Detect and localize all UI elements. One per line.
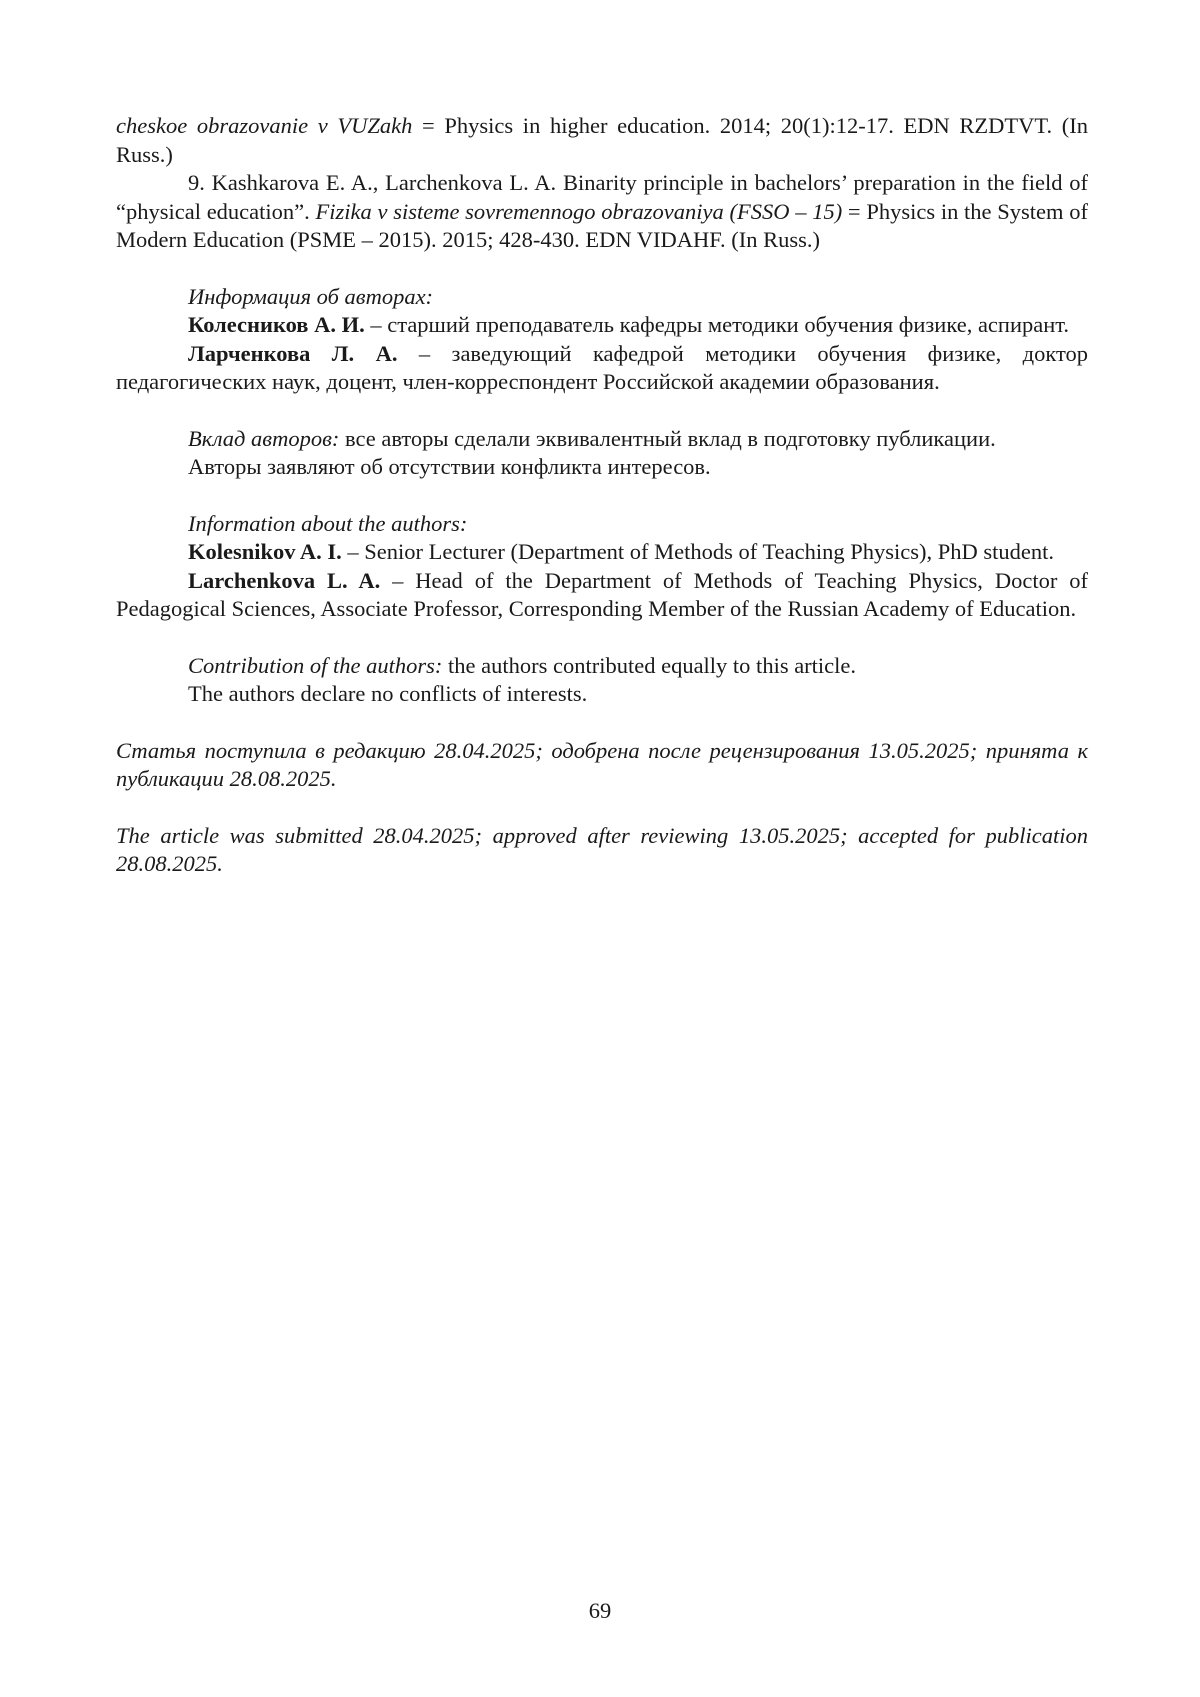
dates-ru: Статья поступила в редакцию 28.04.2025; одобрена после рецензирования 13.05.2025; принята к публикации 28.08.2025. [116,737,1088,791]
reference-9 [116,169,1088,255]
author-ru-1-desc: – старший преподаватель кафедры методики обучения физике, аспирант. [364,312,1070,337]
author-ru-1 [116,311,1088,340]
reference-8-journal: cheskoe obrazovanie v VUZakh [116,113,413,138]
conflict-ru: Авторы заявляют об отсутствии конфликта интересов. [188,454,711,479]
author-en-2-name: Larchenkova L. A. [188,567,381,593]
contribution-en-text: the authors contributed equally to this article. [442,652,857,678]
page-body [116,112,1088,879]
reference-8-tail [116,112,1088,169]
author-ru-2-name: Ларченкова Л. А. [188,340,398,366]
reference-9-details: = Physics in the System of Modern Education (PSME – 2015). 2015; 428-430. EDN VIDAHF. (In Russ.) [116,198,1089,252]
reference-9-lead: 9. Kashkarova E. A., Larchenkova L. A. Binarity principle in bachelors’ preparation in the field of “physical education”. [116,170,1088,224]
author-en-2-desc: – Head of the Department of Methods of Teaching Physics, Doctor of Pedagogical Sciences, Associate Professor, Corresponding Member of the Russian Academy of Education. [116,567,1088,621]
authors-ru-heading: Информация об авторах: [188,283,434,309]
author-en-1-name: Kolesnikov A. I. [188,539,342,564]
author-ru-2-desc: – заведующий кафедрой методики обучения физике, доктор педагогических наук, доцент, член-корреспондент Российской академии образования. [116,340,1088,394]
author-en-2 [116,567,1088,624]
authors-en-heading: Information about the authors: [188,510,468,536]
reference-8-details: = Physics in higher education. 2014; 20(1):12-17. EDN RZDTVT. (In Russ.) [116,113,1088,167]
page-number: 69 [588,1598,612,1623]
contribution-en [116,652,1088,681]
author-ru-2 [116,340,1088,397]
author-en-1 [116,538,1088,567]
author-en-1-desc: – Senior Lecturer (Department of Methods of Teaching Physics), PhD student. [341,539,1055,564]
contribution-ru-text: все авторы сделали эквивалентный вклад в подготовку публикации. [339,425,996,451]
author-ru-1-name: Колесников А. И. [188,312,365,337]
contribution-en-label: Contribution of the authors: [188,652,443,678]
contribution-ru-label: Вклад авторов: [188,425,340,451]
reference-9-journal: Fizika v sisteme sovremennogo obrazovaniya (FSSO – 15) [315,198,843,224]
contribution-ru [116,425,1088,454]
dates-en: The article was submitted 28.04.2025; approved after reviewing 13.05.2025; accepted for publication 28.08.2025. [116,822,1088,876]
conflict-en: The authors declare no conflicts of interests. [188,681,588,706]
